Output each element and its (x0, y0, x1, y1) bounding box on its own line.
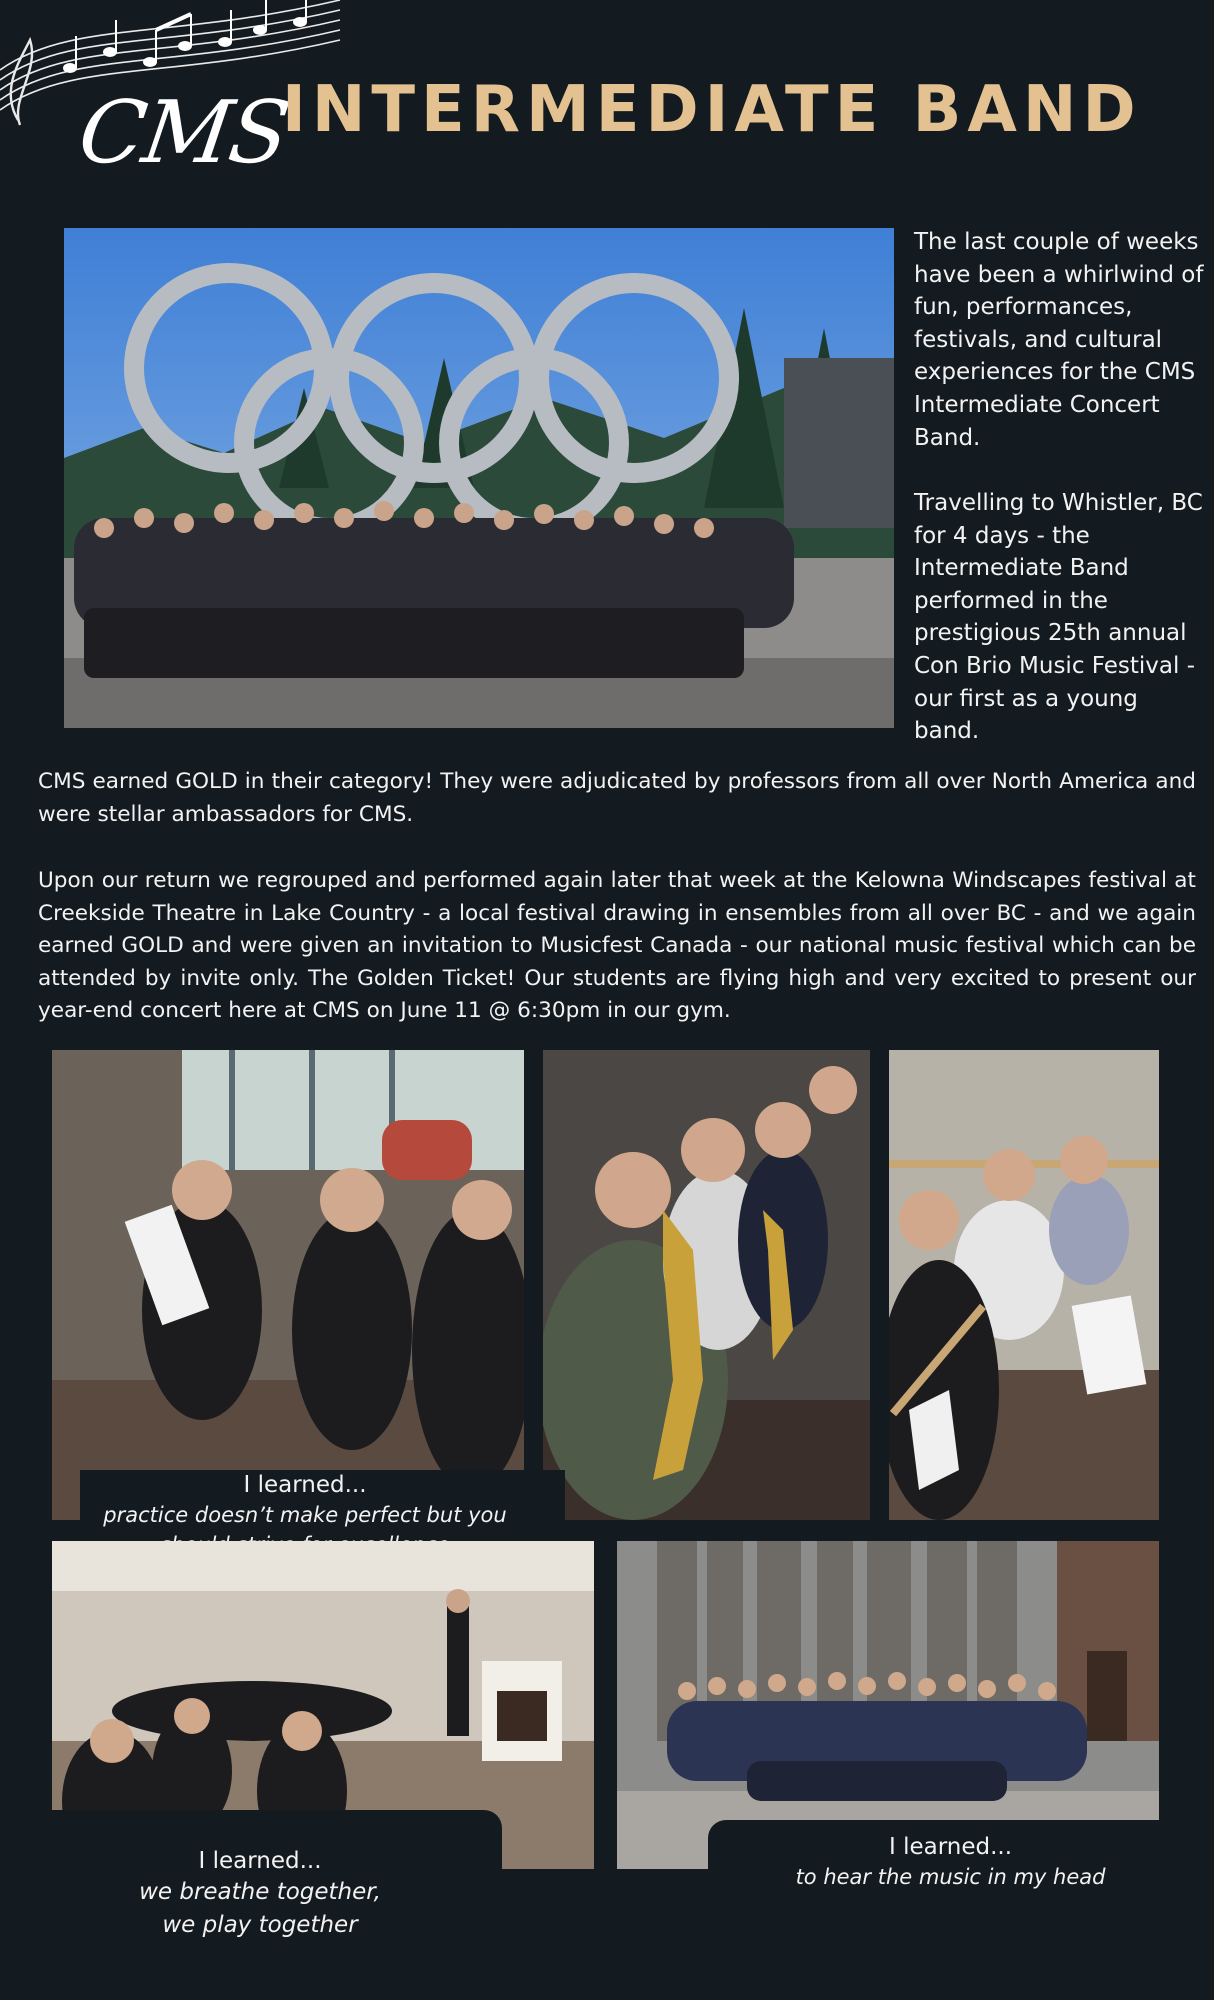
body-paragraph-2: Upon our return we regrouped and performed again later that week at the Kelowna Windscapes festival at Creekside Theatre in Lake Country - a local festival drawing in ensembles from all over BC - and we again earned GOLD and were given an invitation to Musicfest Canada - our national music festival which can be attended by invite only. The Golden Ticket! Our students are flying high and very excited to present our year-end concert here at CMS on June 11 @ 6:30pm in our gym. (38, 868, 1196, 1024)
caption-2-lead: I learned... (198, 1848, 322, 1874)
body-paragraph-1: CMS earned GOLD in their category! They were adjudicated by professors from all over North America and were stellar ambassadors for CMS. (38, 769, 1196, 827)
photo-olympic-rings-group (64, 228, 894, 728)
caption-2-text-line1: we breathe together, (139, 1879, 381, 1905)
caption-3-text: to hear the music in my head (795, 1865, 1106, 1889)
caption-3 (708, 1832, 1193, 1892)
photo-saxophone-section (543, 1050, 870, 1520)
page-title: INTERMEDIATE BAND (282, 73, 1142, 147)
caption-1-text: practice doesn’t make perfect but you (103, 1503, 507, 1527)
cms-logo: CMS (72, 83, 294, 183)
intro-paragraph-2: Travelling to Whistler, BC for 4 days - the Intermediate Band performed in the prestigious 25th annual Con Brio Music Festival - our first as a young band. (914, 490, 1203, 745)
intro-paragraph-1: The last couple of weeks have been a whirlwind of fun, performances, festivals, and cultural experiences for the CMS Intermediate Concert Band. (914, 229, 1204, 451)
caption-1-lead: I learned... (243, 1472, 367, 1498)
caption-3-lead: I learned... (888, 1834, 1013, 1860)
photo-flute-section (52, 1050, 524, 1520)
caption-2-text-line2: we play together (162, 1912, 358, 1938)
caption-2 (40, 1846, 480, 1942)
photo-guitar-section (889, 1050, 1159, 1520)
